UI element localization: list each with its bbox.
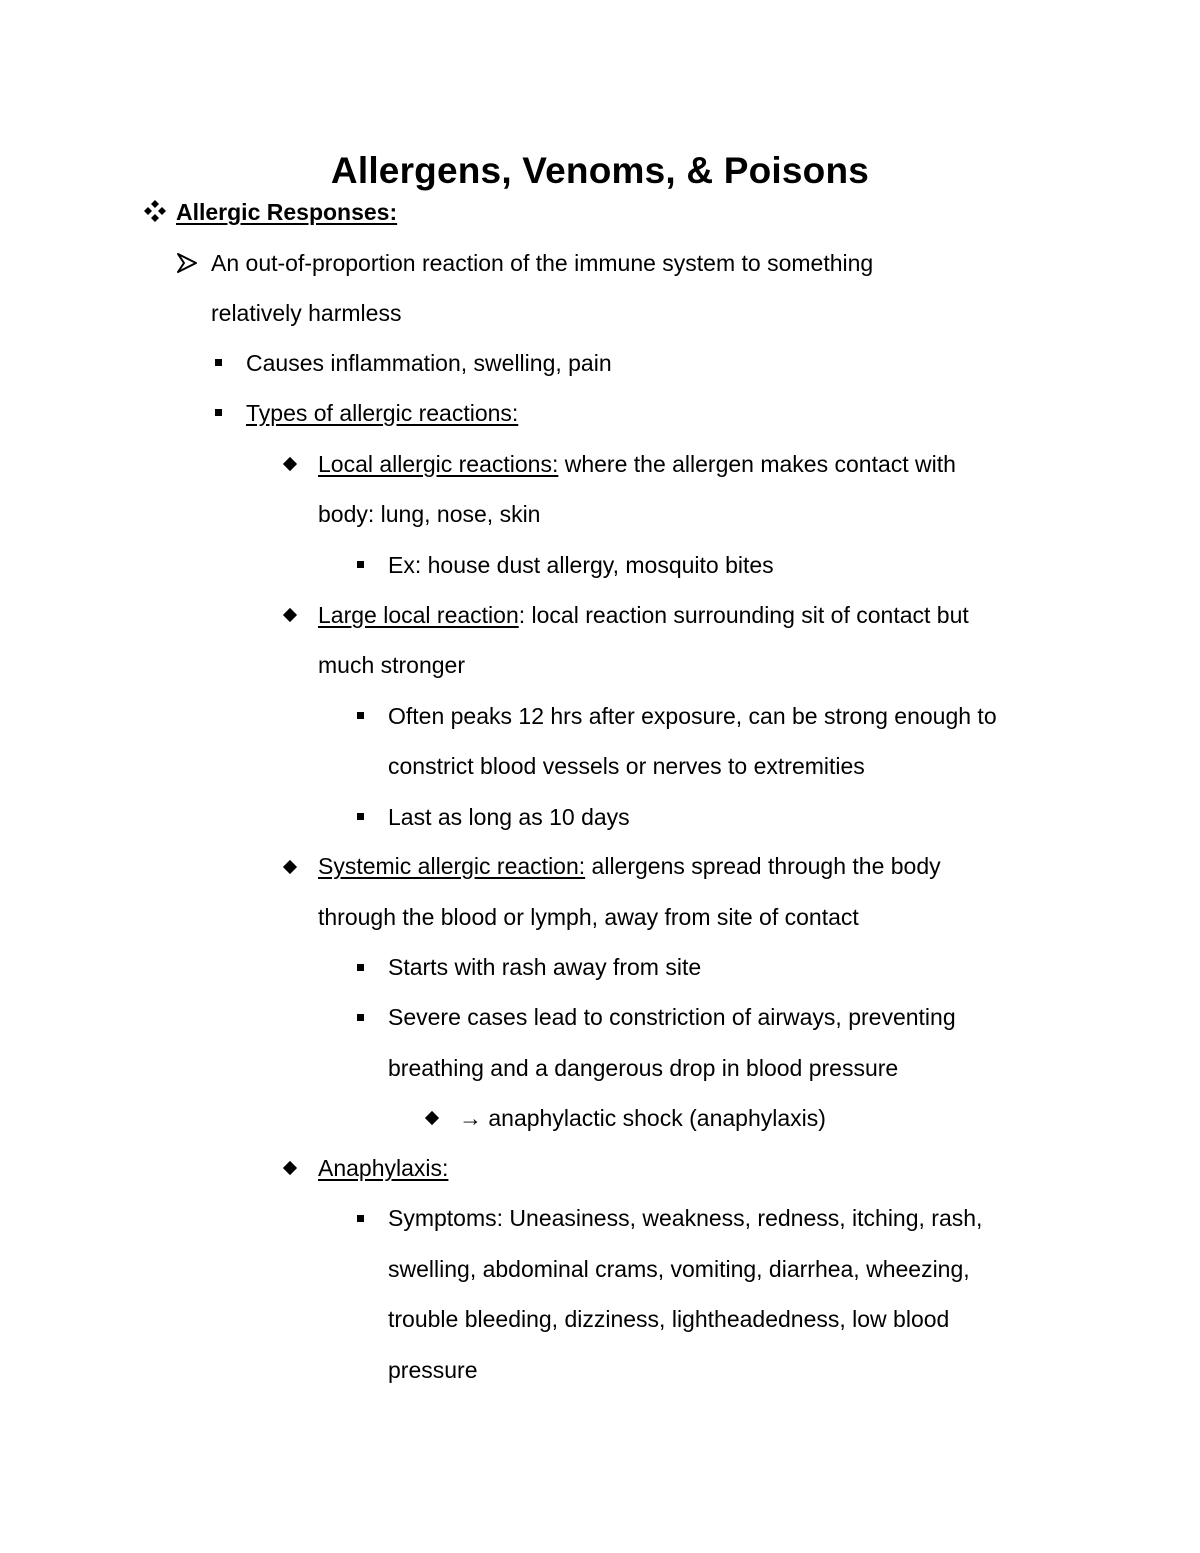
symptoms-line-1: Symptoms: Uneasiness, weakness, redness, itching, rash, (388, 1205, 983, 1231)
square-bullet-icon (354, 703, 366, 727)
systemic-reaction-text: allergens spread through the body (585, 853, 941, 879)
large-reaction-detail-line-2: constrict blood vessels or nerves to extremities (388, 753, 865, 779)
diamond-bullet-icon (282, 603, 298, 627)
square-bullet-icon (354, 1005, 366, 1029)
causes-item: Causes inflammation, swelling, pain (246, 350, 612, 376)
local-reaction-line-1 (318, 449, 956, 479)
large-reaction-text: : local reaction surrounding sit of contact but (518, 602, 969, 628)
definition-line-2: relatively harmless (211, 300, 402, 326)
local-reaction-text: where the allergen makes contact with (558, 451, 956, 477)
square-bullet-icon (354, 552, 366, 576)
local-reaction-example: Ex: house dust allergy, mosquito bites (388, 552, 774, 578)
diamond-cluster-bullet-icon (142, 197, 168, 225)
diamond-bullet-icon (424, 1106, 440, 1130)
anaphylactic-shock-line (459, 1103, 826, 1133)
section-heading: Allergic Responses: (176, 199, 398, 225)
systemic-reaction-line-2: through the blood or lymph, away from site of contact (318, 904, 859, 930)
systemic-reaction-label: Systemic allergic reaction: (318, 853, 586, 879)
types-heading: Types of allergic reactions: (246, 400, 519, 426)
diamond-bullet-icon (282, 855, 298, 879)
large-reaction-detail-line-1: Often peaks 12 hrs after exposure, can be strong enough to (388, 703, 997, 729)
local-reaction-label: Local allergic reactions: (318, 451, 559, 477)
systemic-reaction-severe-line-2: breathing and a dangerous drop in blood pressure (388, 1055, 899, 1081)
systemic-reaction-severe-line-1: Severe cases lead to constriction of airways, preventing (388, 1004, 956, 1030)
anaphylaxis-heading: Anaphylaxis: (318, 1155, 449, 1181)
square-bullet-icon (354, 955, 366, 979)
square-bullet-icon (354, 1206, 366, 1230)
diamond-bullet-icon (282, 1156, 298, 1180)
large-reaction-label: Large local reaction (318, 602, 519, 628)
symptoms-line-4: pressure (388, 1357, 478, 1383)
diamond-bullet-icon (282, 452, 298, 476)
symptoms-line-2: swelling, abdominal crams, vomiting, diarrhea, wheezing, (388, 1256, 970, 1282)
large-reaction-line-1 (318, 600, 969, 630)
square-bullet-icon (212, 350, 224, 374)
right-arrow-icon: → (459, 1105, 482, 1131)
large-reaction-line-2: much stronger (318, 652, 466, 678)
square-bullet-icon (354, 804, 366, 828)
square-bullet-icon (212, 400, 224, 424)
local-reaction-line-2: body: lung, nose, skin (318, 501, 541, 527)
arrowhead-bullet-icon (174, 249, 200, 277)
systemic-reaction-rash: Starts with rash away from site (388, 954, 702, 980)
page-title: Allergens, Venoms, & Poisons (330, 150, 870, 191)
large-reaction-duration: Last as long as 10 days (388, 804, 630, 830)
definition-line-1: An out-of-proportion reaction of the immune system to something (211, 250, 874, 276)
systemic-reaction-line-1 (318, 851, 941, 881)
symptoms-line-3: trouble bleeding, dizziness, lightheadedness, low blood (388, 1306, 950, 1332)
anaphylactic-shock-text: anaphylactic shock (anaphylaxis) (482, 1105, 826, 1131)
